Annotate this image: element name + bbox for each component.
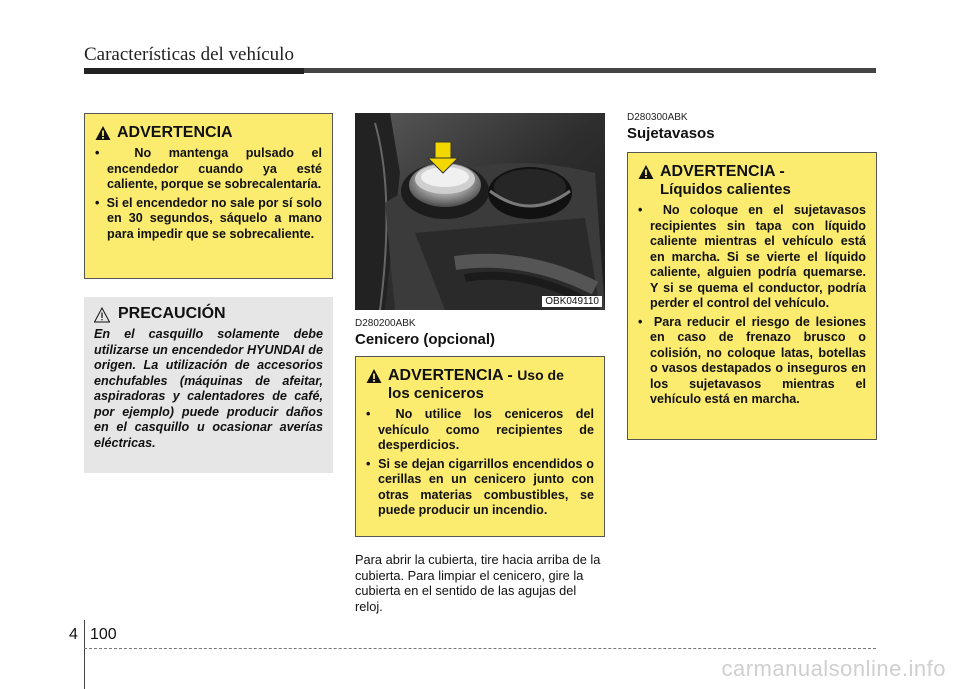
chapter-number: 4 [69, 626, 78, 643]
list-item: • Si el encendedor no sale por sí solo en 30 segundos, sáquelo a mano para impedir que se sobrecaliente. [95, 196, 322, 243]
list-item: • No coloque en el sujetavasos recipientes sin tapa con líquido caliente mientras el vehículo está en marcha. Si se vierte el líquido caliente, alguien podría quemarse. Y si se quema el conductor, podría perder el control del vehículo. [638, 203, 866, 312]
lighter-warning-box [84, 113, 333, 279]
warning-title-main: ADVERTENCIA - [660, 163, 785, 180]
ashtray-illustration [355, 113, 605, 310]
warning-title-text [388, 367, 564, 403]
lighter-caution-box [84, 297, 333, 473]
warning-title [638, 163, 866, 199]
warning-title [95, 124, 322, 142]
footer-rule [84, 648, 876, 649]
warning-list [95, 146, 322, 242]
warning-title-main: ADVERTENCIA - [388, 367, 518, 384]
ashtray-photo [355, 113, 605, 310]
warning-subtitle: Líquidos calientes [660, 181, 791, 198]
page-number: 100 [90, 626, 117, 643]
warning-title [366, 367, 594, 403]
ashtray-warning-box [355, 356, 605, 537]
list-item: • No mantenga pulsado el encendedor cuando ya esté caliente, porque se sobrecalentaría. [95, 146, 322, 193]
photo-code: OBK049110 [542, 296, 602, 307]
caution-triangle-icon [94, 307, 110, 323]
warning-subtitle-inline: Uso de [517, 367, 564, 383]
warning-triangle-icon [638, 164, 654, 180]
warning-list [366, 407, 594, 519]
caution-title [94, 305, 323, 323]
list-item: • Si se dejan cigarrillos encendidos o cerillas en un cenicero junto con otras materias combustibles, se puede producir un incendio. [366, 457, 594, 519]
warning-title-text: ADVERTENCIA [117, 124, 233, 141]
section-code: D280300ABK [627, 112, 688, 123]
watermark: carmanualsonline.info [721, 656, 946, 681]
section-code: D280200ABK [355, 318, 416, 329]
caution-title-text: PRECAUCIÓN [118, 305, 226, 322]
footer-divider [84, 620, 85, 689]
warning-triangle-icon [366, 368, 382, 384]
list-item: • No utilice los ceniceros del vehículo como recipientes de desperdicios. [366, 407, 594, 454]
section-heading: Sujetavasos [627, 125, 715, 142]
caution-body: En el casquillo solamente debe utilizarse un encendedor HYUNDAI de origen. La utilización de accesorios enchufables (máquinas de afeitar, aspiradoras y calentadores de café, por ejemplo) puede producir daños en el casquillo u ocasionar averías eléctricas. [94, 327, 323, 450]
ashtray-body-text: Para abrir la cubierta, tire hacia arriba de la cubierta. Para limpiar el cenicero, gire la cubierta en el sentido de las agujas del reloj. [355, 552, 601, 614]
warning-triangle-icon [95, 125, 111, 141]
warning-subtitle-line2: los ceniceros [388, 385, 484, 402]
cupholder-warning-box [627, 152, 877, 440]
page-header-title: Características del vehículo [84, 44, 294, 65]
list-item: • Para reducir el riesgo de lesiones en caso de frenazo brusco o colisión, no coloque latas, botellas o vasos destapados o inseguros en los sujetavasos mientras el vehículo está en marcha. [638, 315, 866, 408]
warning-list [638, 203, 866, 408]
warning-title-text [660, 163, 791, 199]
header-rule-accent [84, 68, 304, 74]
section-heading: Cenicero (opcional) [355, 331, 496, 348]
